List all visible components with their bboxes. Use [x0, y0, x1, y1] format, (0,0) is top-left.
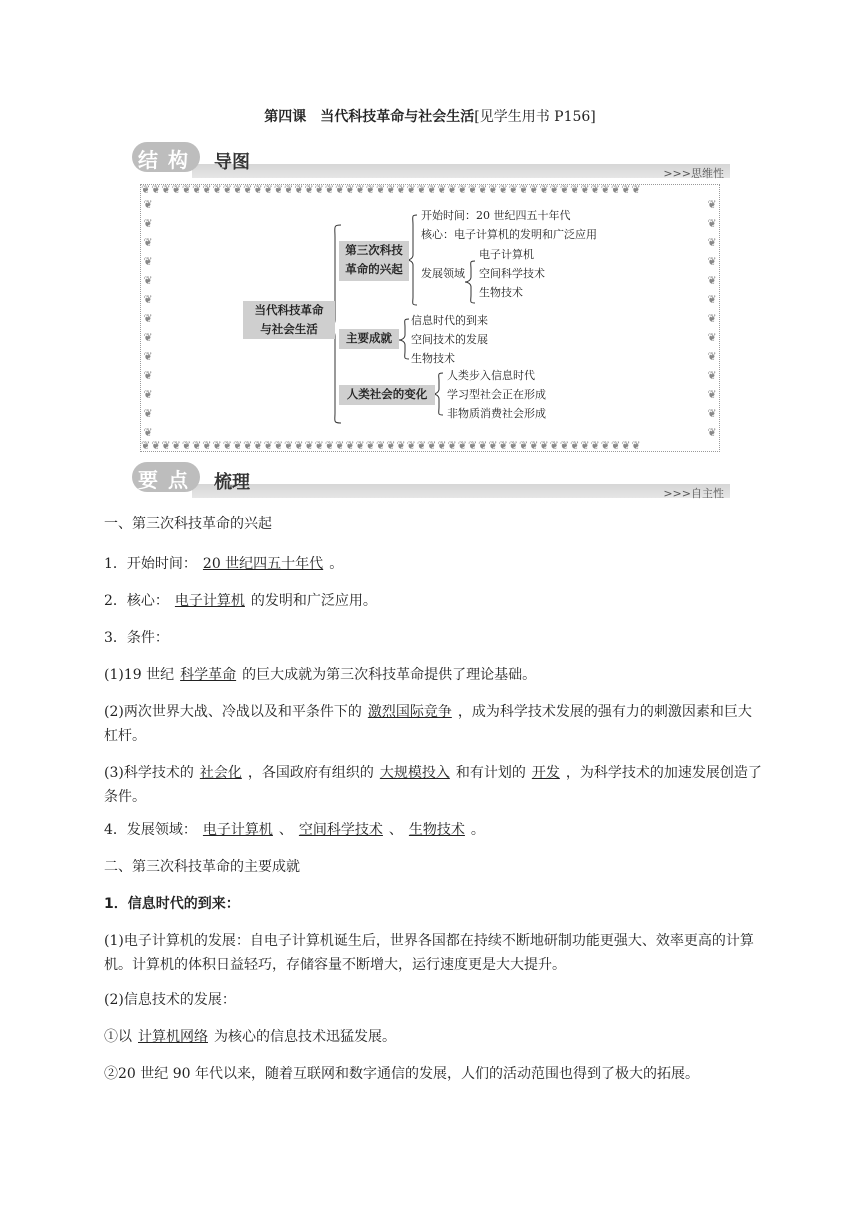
paragraph-network: ①以 计算机网络 为核心的信息技术迅猛发展。 [104, 1029, 396, 1045]
leaf-border-top-icon: ❦❦❦❦❦❦❦❦❦❦❦❦❦❦❦❦❦❦❦❦❦❦❦❦❦❦❦❦❦❦❦❦❦❦❦❦❦❦❦❦❦❦❦❦❦❦❦❦❦ [141, 184, 642, 196]
page-title: 第四课 当代科技革命与社会生活[见学生用书 P156] [264, 109, 596, 125]
mind-map-change: 人类步入信息时代 [447, 369, 535, 382]
mind-map-root: 当代科技革命 与社会生活 [243, 301, 335, 339]
answer-blank: 社会化 [199, 765, 242, 781]
page-reference: [见学生用书 P156] [474, 109, 596, 125]
mind-map-branch-changes: 人类社会的变化 [339, 385, 435, 405]
answer-blank: 开发 [531, 765, 560, 781]
paragraph-condition-3: (3)科学技术的 社会化 ，各国政府有组织的 大规模投入 和有计划的 开发 ，为科学技术的加速发展创造了条件。 [104, 765, 762, 805]
paragraph-condition-1: (1)19 世纪 科学革命 的巨大成就为第三次科技革命提供了理论基础。 [104, 667, 537, 683]
paragraph-core: 2．核心： 电子计算机 的发明和广泛应用。 [104, 593, 377, 609]
answer-blank: 生物技术 [408, 822, 465, 838]
mind-map-achievement: 生物技术 [411, 352, 455, 365]
mind-map-core: 核心：电子计算机的发明和广泛应用 [421, 228, 597, 241]
paragraph-conditions: 3．条件： [104, 630, 169, 646]
banner-char-1: 结 [138, 148, 158, 172]
paragraph-computer-dev: (1)电子计算机的发展：自电子计算机诞生后，世界各国都在持续不断地研制功能更强大、效率更高的计算机。计算机的体积日益轻巧，存储容量不断增大，运行速度更是大大提升。 [104, 933, 754, 973]
paragraph-start-time: 1．开始时间： 20 世纪四五十年代 。 [104, 556, 344, 572]
banner-char-1: 要 [138, 468, 158, 492]
mind-map-field-item: 生物技术 [479, 286, 523, 299]
banner-tag: >>>思维性 [663, 167, 724, 180]
answer-blank: 计算机网络 [138, 1029, 208, 1045]
banner-label: 梳理 [214, 472, 250, 493]
mind-map-achievement: 空间技术的发展 [411, 333, 488, 346]
leaf-border-left-icon: ❦ ❦ ❦ ❦ ❦ ❦ ❦ ❦ ❦ ❦ ❦ ❦ ❦ [143, 198, 153, 439]
mind-map [140, 184, 720, 452]
banner-char-2: 点 [168, 468, 188, 492]
answer-blank: 20 世纪四五十年代 [202, 556, 324, 572]
structure-map-banner [132, 140, 730, 180]
paragraph-info-tech: (2)信息技术的发展： [104, 992, 236, 1008]
banner-label: 导图 [214, 152, 250, 173]
mind-map-branch-achievements: 主要成就 [339, 329, 399, 349]
mind-map-achievement: 信息时代的到来 [411, 314, 488, 327]
mind-map-field-item: 空间科学技术 [479, 267, 545, 280]
mind-map-branch-rise: 第三次科技 革命的兴起 [339, 241, 409, 281]
paragraph-info-age: 1．信息时代的到来： [104, 896, 240, 912]
banner-tag: >>>自主性 [663, 487, 724, 500]
paragraph-condition-2: (2)两次世界大战、冷战以及和平条件下的 激烈国际竞争 ，成为科学技术发展的强有力的刺激因素和巨大杠杆。 [104, 704, 752, 744]
answer-blank: 电子计算机 [174, 593, 245, 609]
mind-map-start-time: 开始时间：20 世纪四五十年代 [421, 209, 571, 222]
key-points-banner [132, 460, 730, 500]
section-1-heading: 一、第三次科技革命的兴起 [104, 516, 272, 532]
answer-blank: 大规模投入 [379, 765, 450, 781]
mind-map-change: 非物质消费社会形成 [447, 407, 546, 420]
mind-map-change: 学习型社会正在形成 [447, 388, 546, 401]
paragraph-fields: 4．发展领域： 电子计算机 、 空间科学技术 、 生物技术 。 [104, 822, 485, 838]
answer-blank: 空间科学技术 [298, 822, 383, 838]
answer-blank: 科学革命 [180, 667, 237, 683]
mind-map-field-label: 发展领域 [421, 267, 465, 280]
banner-char-2: 构 [168, 148, 188, 172]
answer-blank: 电子计算机 [202, 822, 273, 838]
mind-map-field-item: 电子计算机 [479, 248, 534, 261]
leaf-border-right-icon: ❦ ❦ ❦ ❦ ❦ ❦ ❦ ❦ ❦ ❦ ❦ ❦ ❦ [707, 198, 717, 439]
paragraph-internet: ②20 世纪 90 年代以来，随着互联网和数字通信的发展，人们的活动范围也得到了极大的拓展。 [104, 1066, 699, 1082]
answer-blank: 激烈国际竞争 [367, 704, 452, 720]
section-2-heading: 二、第三次科技革命的主要成就 [104, 859, 300, 875]
leaf-border-bottom-icon: ❦❦❦❦❦❦❦❦❦❦❦❦❦❦❦❦❦❦❦❦❦❦❦❦❦❦❦❦❦❦❦❦❦❦❦❦❦❦❦❦❦❦❦❦❦❦❦❦❦ [141, 440, 642, 452]
